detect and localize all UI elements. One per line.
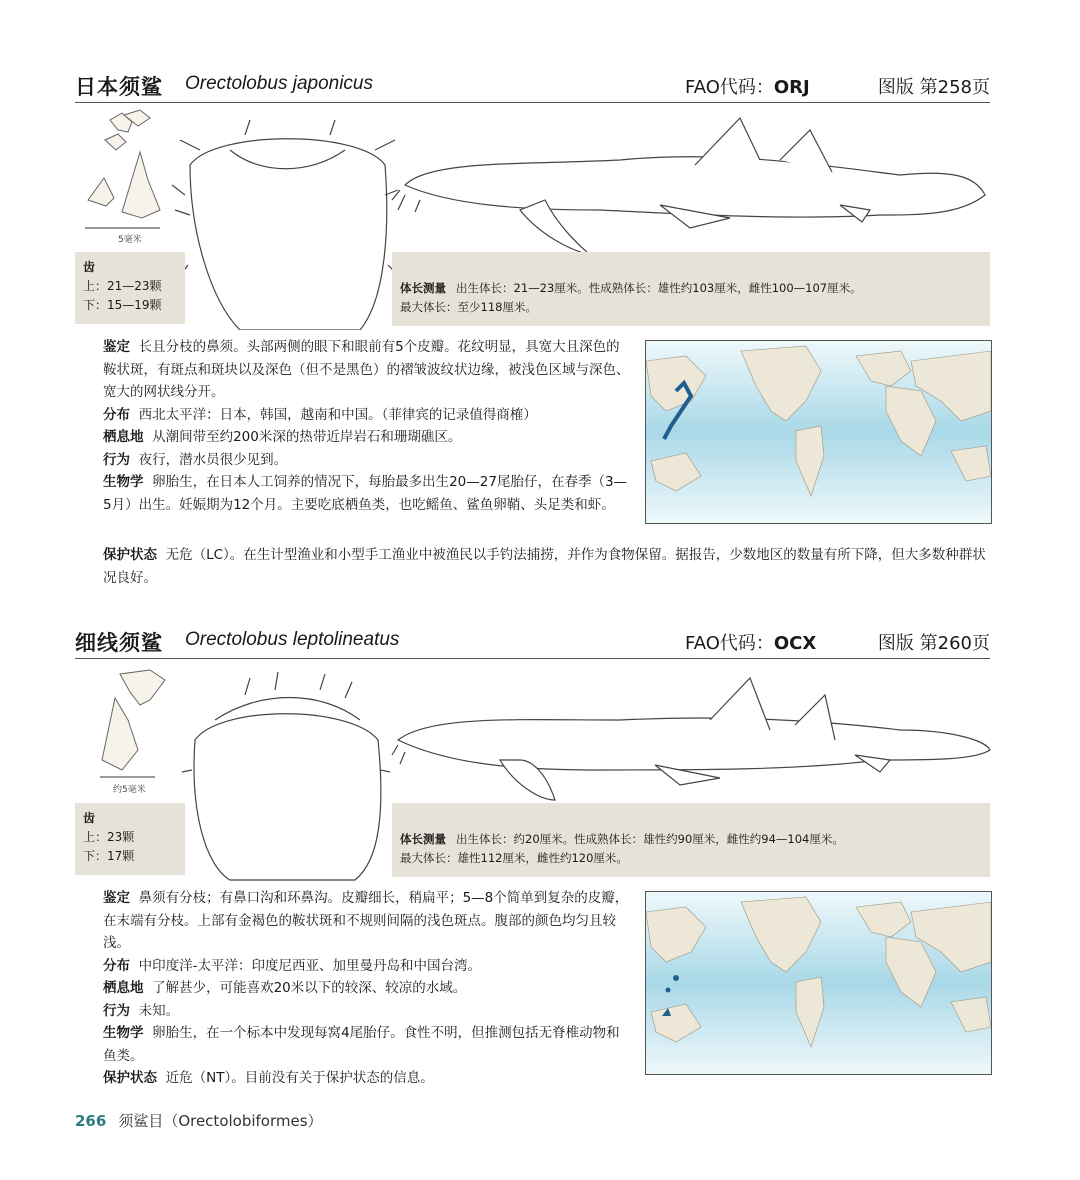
section-key: 鉴定	[103, 890, 130, 906]
section-key: 鉴定	[103, 339, 130, 355]
teeth-lower: 下：15—19颗	[83, 298, 162, 312]
fao-code	[685, 629, 816, 655]
measure-line2: 最大体长：雄性112厘米，雌性约120厘米。	[400, 851, 628, 865]
measure-line1: 出生体长：约20厘米。性成熟体长：雄性约90厘米，雌性约94—104厘米。	[456, 832, 844, 846]
section-text: 了解甚少，可能喜欢20米以下的较深、较凉的水域。	[152, 980, 467, 996]
head-ventral-view	[172, 120, 398, 330]
section-text: 未知。	[138, 1002, 180, 1019]
section-biology	[75, 1022, 630, 1067]
section-key: 分布	[103, 957, 130, 974]
species-scientific-name: Orectolobus japonicus	[185, 73, 373, 94]
teeth-illustration	[102, 670, 165, 770]
species-title-zh: 细线须鲨	[75, 631, 163, 655]
measure-label: 体长测量	[400, 281, 446, 295]
section-key: 栖息地	[103, 980, 144, 996]
chapter-title: 须鲨目（Orectolobiformes）	[118, 1112, 323, 1130]
section-conservation	[75, 1067, 630, 1090]
section-text: 长且分枝的鼻须。头部两侧的眼下和眼前有5个皮瓣。花纹明显，具宽大且深色的鞍状斑，有斑点和斑块以及深色（但不是黑色）的褶皱波纹状边缘，被浅色区域与深色、宽大的网状线分开。	[103, 339, 630, 400]
section-text: 鼻须有分枝；有鼻口沟和环鼻沟。皮瓣细长，稍扁平；5—8个简单到复杂的皮瓣，在末端有分枝。上部有金褐色的鞍状斑和不规则间隔的浅色斑点。腹部的颜色均匀且较浅。	[103, 890, 629, 951]
scale-label: 5毫米	[118, 235, 142, 245]
teeth-upper: 上：23颗	[83, 830, 135, 844]
section-text: 近危（NT）。目前没有关于保护状态的信息。	[165, 1070, 434, 1086]
head-ventral-view	[182, 672, 390, 880]
section-behavior	[75, 1000, 630, 1023]
section-distribution	[75, 955, 630, 978]
section-habitat	[75, 977, 630, 1000]
section-habitat	[75, 426, 630, 449]
section-identification	[75, 887, 630, 955]
section-text: 卵胎生，在一个标本中发现每窝4尾胎仔。食性不明，但推测包括无脊椎动物和鱼类。	[103, 1025, 620, 1064]
section-key: 生物学	[103, 1025, 144, 1041]
species-description	[75, 887, 630, 1090]
fao-code-value: ORJ	[773, 77, 810, 98]
section-behavior	[75, 449, 630, 472]
distribution-map	[645, 891, 992, 1075]
section-identification	[75, 336, 630, 404]
section-text: 卵胎生，在日本人工饲养的情况下，每胎最多出生20—27尾胎仔，在春季（3—5月）出生。妊娠期为12个月。主要吃底栖鱼类，也吃鳐鱼、鲨鱼卵鞘、头足类和虾。	[103, 474, 628, 513]
body-length-info	[392, 803, 990, 877]
teeth-label: 齿	[83, 811, 96, 825]
teeth-lower: 下：17颗	[83, 849, 135, 863]
fao-label: FAO代码：	[685, 633, 774, 654]
section-key: 分布	[103, 406, 130, 423]
teeth-info	[75, 252, 185, 324]
plate-reference: 图版 第258页	[877, 77, 990, 98]
section-key: 保护状态	[103, 547, 157, 563]
distribution-map	[645, 340, 992, 524]
teeth-label: 齿	[83, 260, 96, 274]
section-text: 西北太平洋：日本，韩国，越南和中国。（菲律宾的记录值得商榷）	[138, 406, 537, 423]
section-conservation	[75, 544, 995, 589]
scale-label: 约5毫米	[113, 785, 146, 795]
plate-reference: 图版 第260页	[877, 633, 990, 654]
teeth-illustration	[88, 110, 160, 218]
teeth-info	[75, 803, 185, 875]
page-footer	[75, 1110, 323, 1131]
section-key: 保护状态	[103, 1070, 157, 1086]
section-distribution	[75, 404, 630, 427]
measure-line1: 出生体长：21—23厘米。性成熟体长：雄性约103厘米，雌性100—107厘米。	[456, 281, 862, 295]
section-key: 生物学	[103, 474, 144, 490]
section-text: 中印度洋-太平洋：印度尼西亚、加里曼丹岛和中国台湾。	[138, 957, 481, 974]
body-length-info	[392, 252, 990, 326]
entry-header	[75, 624, 990, 659]
section-key: 栖息地	[103, 429, 144, 445]
fao-code-value: OCX	[773, 633, 817, 654]
fao-label: FAO代码：	[685, 77, 774, 98]
species-scientific-name: Orectolobus leptolineatus	[185, 629, 400, 650]
section-text: 夜行，潜水员很少见到。	[138, 451, 288, 468]
section-text: 无危（LC）。在生计型渔业和小型手工渔业中被渔民以手钓法捕捞，并作为食物保留。据报告，少数地区的数量有所下降，但大多数种群状况良好。	[103, 547, 986, 586]
measure-line2: 最大体长：至少118厘米。	[400, 300, 537, 314]
section-key: 行为	[103, 451, 130, 468]
species-description	[75, 336, 630, 516]
shark-lateral-view	[392, 118, 985, 255]
species-title-zh: 日本须鲨	[75, 75, 163, 99]
measure-label: 体长测量	[400, 832, 446, 846]
teeth-upper: 上：21—23颗	[83, 279, 162, 293]
shark-lateral-view	[392, 678, 990, 800]
section-key: 行为	[103, 1002, 130, 1019]
page-number: 266	[75, 1112, 107, 1130]
section-biology	[75, 471, 630, 516]
section-text: 从潮间带至约200米深的热带近岸岩石和珊瑚礁区。	[152, 429, 462, 445]
